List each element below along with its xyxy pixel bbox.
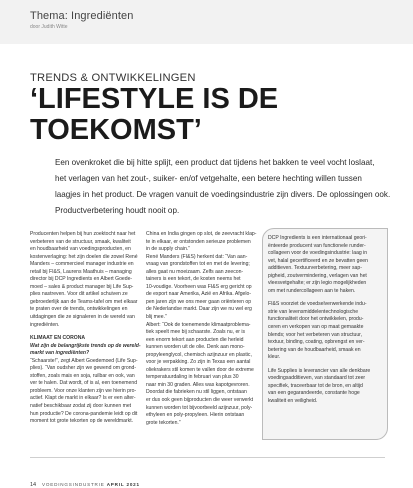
body-text-line: vraag van grondstoffen tot en met de levering; [146,261,250,268]
body-text-line: de Nederlandse markt. Daar zijn we nu wel erg [146,306,252,313]
body-column-2 [146,231,259,427]
body-text-line: Life Supplies is leverancier van alle denkbare [268,367,371,374]
page-number: 14 [30,482,37,488]
body-text-line: plies). “Van oudsher zijn we gewend om grond- [30,365,137,372]
body-text-line: oliekrakers stil komen te vallen door de extreme [146,366,254,373]
body-text-line: Manders – commercieel manager industrie en [30,261,134,268]
body-text-line: “Schaarste!”, zegt Albert Goedemoed (Life Sup- [30,357,138,364]
body-text-line: uitdagingen die ze signaleren in de wereld van [30,314,135,321]
body-text-line: van een gegarandeerde, constante hoge [268,390,360,397]
body-text-line: probleem. Voor onze klanten zijn we hierin pro- [30,387,137,394]
body-text-line: voor je verpakking. Zo zijn in Texas een aantal [146,359,251,366]
theme-label: Thema: Ingrediënten [30,10,134,22]
body-text-line: 10-voudige. Voorheen was FI&S erg gericht op [146,283,252,290]
body-text-line: een enorm tekort aan producten die herleid [146,336,244,343]
author-byline: door Judith Witte [30,24,68,30]
publication-name: VOEDINGSINDUSTRIE [42,482,105,487]
body-text-line: moed – sales & product manager bij Life Sup- [30,283,134,290]
body-text-line: alles gaat nu moeizaam. Zelfs aan zeecon- [146,268,244,275]
publication-issue: APRIL 2021 [106,482,140,487]
body-text-line: in de supply chain.” [146,246,190,253]
interview-question: Wat zijn de belangrijkste trends op de wereld- [30,342,141,349]
body-text-line: betering van de houdbaarheid, smaak en [268,346,361,353]
body-text-line: tiek speelt mee bij schaarste. Zoals nu, er is [146,329,246,336]
body-text-line: pen jaren zijn we ons meer gaan oriënteren op [146,298,252,305]
body-text-line: kostenverlaging: het zijn doelen die zowel René [30,253,138,260]
body-text-line: verbeteren van de structuur, smaak, kwaliteit [30,238,131,245]
body-text-line: blij mee.” [146,314,167,321]
article-lead [55,155,395,219]
body-text-line: moment tot grote tekorten op de wereldmarkt. [30,418,134,425]
body-text-line: temperatuurdaling in februari van plus 30 [146,374,239,381]
body-text-line: natief beschikbaar zodat zij door kunnen met [30,403,132,410]
interview-question: markt van ingrediënten? [30,350,90,357]
body-text-line: naar min 30 graden. Alles was kapotgevroren. [146,381,250,388]
body-text-line: voedingsadditieven, van standaard tot zeer [268,375,366,382]
body-text-line: FI&S voorziet de voedselverwerkende indu- [268,301,367,308]
body-text-line: Doordat die fabrieken nu stil liggen, ontstaan [146,389,247,396]
body-column-1 [30,231,143,426]
article-headline [30,84,400,146]
body-text-line: vet, halal gecertificeerd en ze bevatten geen [268,257,368,264]
body-text-line: en houdbaarheid van voedingsproducten, en [30,246,131,253]
body-text-line: ethyleen en poly-propyleen. Hierin ontstaan [146,412,245,419]
body-text-line: pigheid, zoutvermindering, verlagen van het [268,272,367,279]
body-text-line: Albert: “Ook de toenemende klimaatproblema- [146,321,251,328]
body-text-line: retail bij FI&S, Laurens Maathuis – managing [30,268,132,275]
body-text-line: ver te halen. Dat wordt, of is al, een toenemend [30,380,138,387]
body-text-line: ingrediënten. [30,321,60,328]
body-text-line: Producenten helpen bij hun zoektocht naar het [30,231,136,237]
publication-footer [42,482,140,487]
body-text-line: kunnen worden tot bijvoorbeeld azijnzuur, poly- [146,404,253,411]
body-text-line: kunnen worden uit de olie. Denk aan mono- [146,344,245,351]
lead-line: Productverbetering houdt nooit op. [55,206,180,215]
body-text-line: vleesvetgehalte; er zijn legio mogelijkheden [268,280,367,287]
body-text-line: er dus ook geen bijproducten die weer verwerkt [146,397,254,404]
article-kicker: TRENDS & ONTWIKKELINGEN [30,72,196,84]
lead-line: Een ovenkroket die bij hitte splijt, een product dat tijdens het bakken te veel vocht loslaat, [55,158,375,167]
body-text-line: propyleenglycol, chemisch azijnzuur en plastic, [146,351,252,358]
body-text-line: strie van levensmiddelentechnologische [268,308,359,315]
body-text-line: DCP Ingredients is een internationaal geori- [268,235,367,241]
body-text-line: ënteerde producent van functionele runder- [268,242,366,249]
lead-line: het verlagen van het zout-, suiker- en/of vetgehalte, een betere hechting willen tussen [55,174,362,183]
body-text-line: te praten over de trends, ontwikkelingen en [30,306,128,313]
theme-banner [0,0,413,44]
body-text-line: kwaliteit en veiligheid. [268,397,318,404]
body-text-line: additieven. Textuurverbetering, meer sap- [268,265,362,272]
body-text-line: ceren en verkopen van op maat gemaakte [268,324,364,331]
body-text-line: director bij DCP Ingredients en Albert Goede- [30,276,133,283]
body-text-line: China en India gingen op slot, de zeevracht klap- [146,231,257,237]
headline-line: TOEKOMST’ [30,114,202,146]
headline-line: ‘LIFESTYLE IS DE [30,83,279,115]
body-text-line: plies nastreven. Voor dit artikel schuiven ze [30,291,128,298]
body-text-line: blends; voor het verbeteren van structuur, [268,331,363,338]
body-text-line: specifiek, traceerbaar tot de bron, en altijd [268,382,363,389]
lead-line: laagjes in het product. De vragen vanuit de voedingsindustrie zijn divers. De oplossingen ook. [55,190,391,199]
section-heading: KLIMAAT EN CORONA [30,335,86,342]
body-text-line: de export naar Amerika, Azië en Afrika. Afgelo- [146,291,252,298]
body-text-line: gebroederlijk aan de Teams-tafel om met elkaar [30,298,138,305]
body-text-line: functionaliteit door het ontwikkelen, produ- [268,316,364,323]
company-info-text [268,235,384,405]
body-text-line: tainers is een tekort, de kosten neems het [146,276,241,283]
body-text-line: René Manders (FI&S) herkent dat: “Van aan- [146,253,248,260]
body-text-line: actief. Klapt de markt in elkaar? Is er een alter- [30,395,136,402]
body-text-line: hun productie? De corona-pandemie leidt op dit [30,410,138,417]
body-text-line: collageen voor de voedingsindustrie: laag in [268,250,368,257]
body-text-line: grote tekorten.” [146,419,181,426]
body-text-line: kleur. [268,354,281,361]
body-text-line: textuur, binding, coating, opbrengst en ver- [268,339,365,346]
body-text-line: te in elkaar, er ontstonden serieuze problemen [146,238,251,245]
footer-divider [30,457,385,458]
body-text-line: stoffen, zoals mais en soja, ruilbar en ook, van [30,372,135,379]
body-text-line: om met rundercollageen aan te haken. [268,287,356,294]
